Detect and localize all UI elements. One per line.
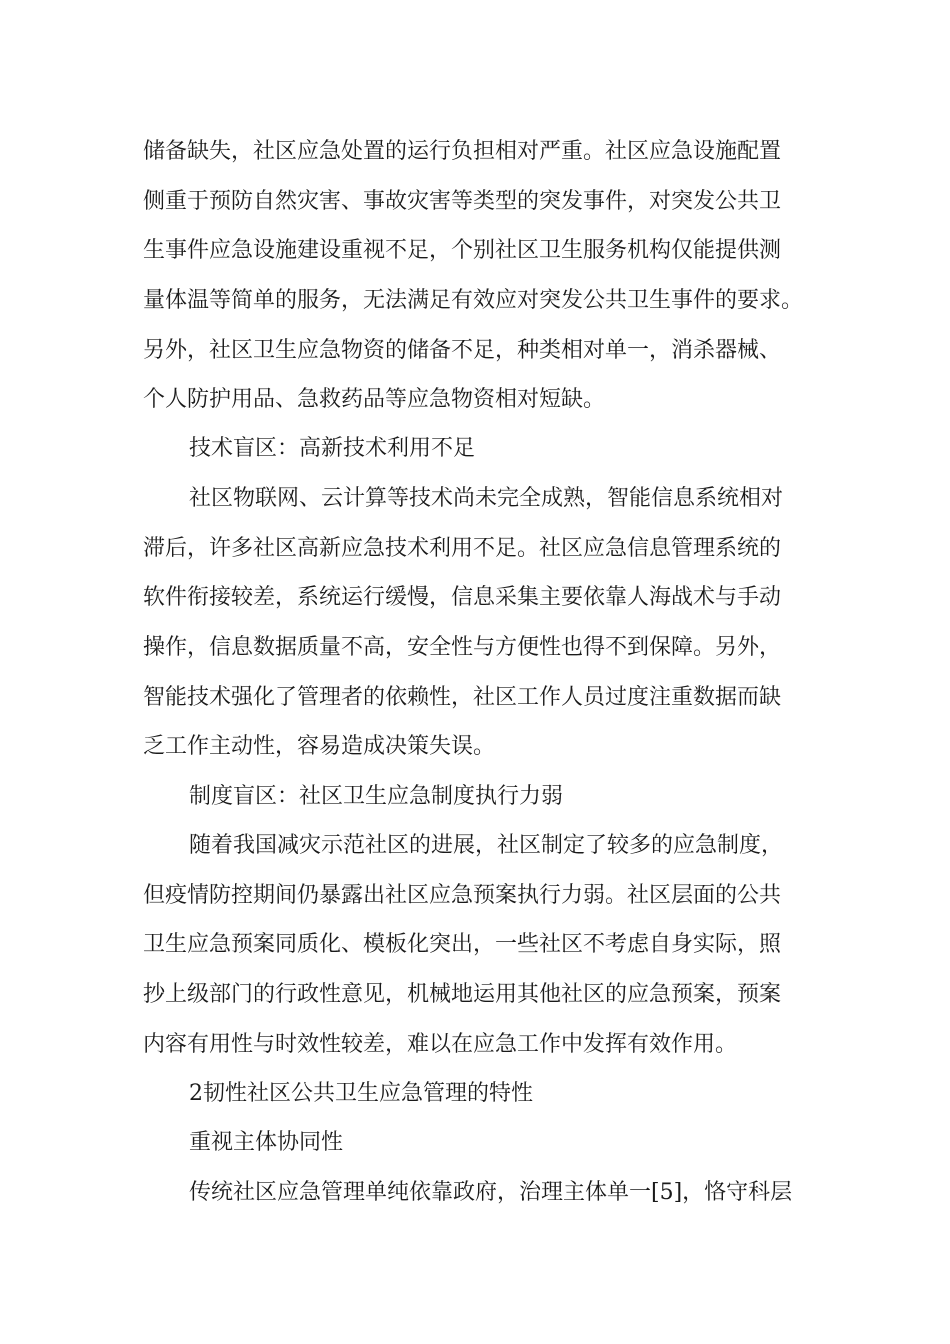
paragraph-line: 生事件应急设施建设重视不足，个别社区卫生服务机构仅能提供测 bbox=[143, 238, 782, 263]
paragraph-line: 传统社区应急管理单纯依靠政府，治理主体单一[5]，恪守科层 bbox=[189, 1180, 793, 1205]
paragraph-line: 抄上级部门的行政性意见，机械地运用其他社区的应急预案，预案 bbox=[143, 982, 782, 1007]
paragraph-line: 智能技术强化了管理者的依赖性，社区工作人员过度注重数据而缺 bbox=[143, 685, 782, 710]
paragraph-line: 软件衔接较差，系统运行缓慢，信息采集主要依靠人海战术与手动 bbox=[143, 585, 782, 610]
paragraph-line: 操作，信息数据质量不高，安全性与方便性也得不到保障。另外， bbox=[143, 635, 782, 660]
section-heading-institution: 制度盲区：社区卫生应急制度执行力弱 bbox=[189, 784, 564, 809]
paragraph-line: 卫生应急预案同质化、模板化突出，一些社区不考虑自身实际，照 bbox=[143, 932, 782, 957]
paragraph-line: 量体温等简单的服务，无法满足有效应对突发公共卫生事件的要求。 bbox=[143, 288, 804, 313]
paragraph-line: 内容有用性与时效性较差，难以在应急工作中发挥有效作用。 bbox=[143, 1032, 738, 1057]
paragraph-line: 乏工作主动性，容易造成决策失误。 bbox=[143, 734, 496, 759]
section-heading-2: 2韧性社区公共卫生应急管理的特性 bbox=[189, 1081, 533, 1106]
paragraph-line: 个人防护用品、急救药品等应急物资相对短缺。 bbox=[143, 387, 606, 412]
paragraph-line: 储备缺失，社区应急处置的运行负担相对严重。社区应急设施配置 bbox=[143, 139, 782, 164]
paragraph-line: 随着我国减灾示范社区的进展，社区制定了较多的应急制度， bbox=[189, 833, 784, 858]
section-heading-technology: 技术盲区：高新技术利用不足 bbox=[189, 436, 476, 461]
paragraph-line: 社区物联网、云计算等技术尚未完全成熟，智能信息系统相对 bbox=[189, 486, 784, 511]
paragraph-line: 另外，社区卫生应急物资的储备不足，种类相对单一，消杀器械、 bbox=[143, 338, 782, 363]
paragraph-line: 侧重于预防自然灾害、事故灾害等类型的突发事件，对突发公共卫 bbox=[143, 189, 782, 214]
subsection-heading: 重视主体协同性 bbox=[189, 1130, 344, 1155]
paragraph-line: 但疫情防控期间仍暴露出社区应急预案执行力弱。社区层面的公共 bbox=[143, 883, 782, 908]
paragraph-line: 滞后，许多社区高新应急技术利用不足。社区应急信息管理系统的 bbox=[143, 536, 782, 561]
